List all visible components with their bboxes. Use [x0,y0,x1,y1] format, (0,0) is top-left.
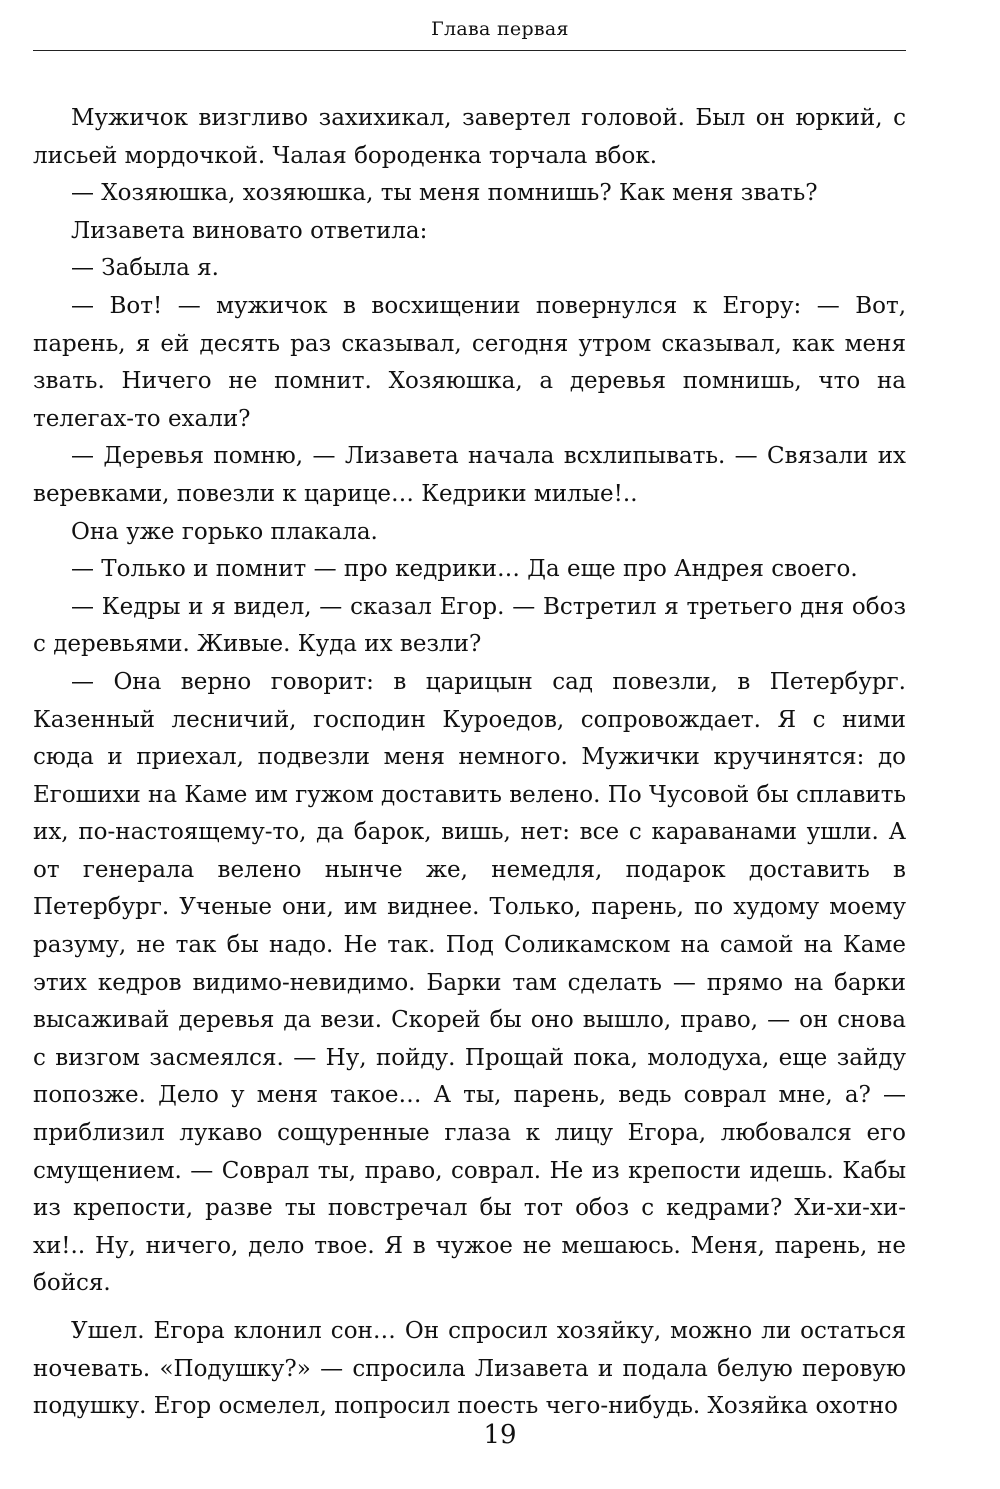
paragraph: — Деревья помню, — Лизавета начала всхлипывать. — Связали их веревками, повезли к царице… Кедрики милые!.. [33,443,906,507]
paragraph: — Вот! — мужичок в восхищении повернулся к Егору: — Вот, парень, я ей десять раз сказывал, сегодня утром сказывал, как меня звать. Ничего не помнит. Хозяюшка, а деревья помнишь, что на телегах-то ехали? [33,292,906,432]
page-number: 19 [483,1420,517,1450]
page-body [33,100,906,1426]
paragraph: Ушел. Егора клонил сон… Он спросил хозяйку, можно ли остаться ночевать. «Подушку?» — спросила Лизавета и подала белую перовую подушку. Егор осмелел, попросил поесть чего-нибудь. Хозяйка охотно [33,1318,906,1420]
paragraph: Лизавета виновато ответила: [71,217,428,244]
paragraph: — Кедры и я видел, — сказал Егор. — Встретил я третьего дня обоз с деревьями. Живые. Куда их везли? [33,593,906,658]
paragraph: — Только и помнит — про кедрики… Да еще про Андрея своего. [71,556,858,583]
paragraph: — Хозяюшка, хозяюшка, ты меня помнишь? Как меня звать? [71,180,818,207]
paragraph: Мужичок визгливо захихикал, завертел головой. Был он юркий, с лисьей мордочкой. Чалая бороденка торчала вбок. [33,105,906,169]
paragraph: Она уже горько плакала. [71,518,378,545]
running-header-title: Глава первая [431,18,569,40]
paragraph: — Забыла я. [71,255,219,282]
header-rule [33,50,906,51]
paragraph: — Она верно говорит: в царицын сад повезли, в Петербург. Казенный лесничий, господин Куроедов, сопровождает. Я с ними сюда и приехал, подвезли меня немного. Мужички кручинятся: до Егошихи на Каме им гужом доставить велено. По Чусовой бы сплавить их, по-настоящему-то, да барок, вишь, нет: все с караванами ушли. А от генерала велено нынче же, немедля, подарок доставить в Петербург. Ученые они, им виднее. Только, парень, по худому моему разуму, не так бы надо. Не так. Под Соликамском на самой на Каме этих кедров видимо-невидимо. Барки там сделать — прямо на барки высаживай деревья да вези. Скорей бы оно вышло, право, — он снова с визгом засмеялся. — Ну, пойду. Прощай пока, молодуха, еще зайду попозже. Дело у меня такое… А ты, парень, ведь соврал мне, а? — приблизил лукаво сощуренные глаза к лицу Егора, любовался его смущением. — Соврал ты, право, соврал. Не из крепости идешь. Кабы из крепости, разве ты повстречал бы тот обоз с кедрами? Хи-хи-хи-хи!.. Ну, ничего, дело твое. Я в чужое не мешаюсь. Меня, парень, не бойся. [33,668,906,1297]
